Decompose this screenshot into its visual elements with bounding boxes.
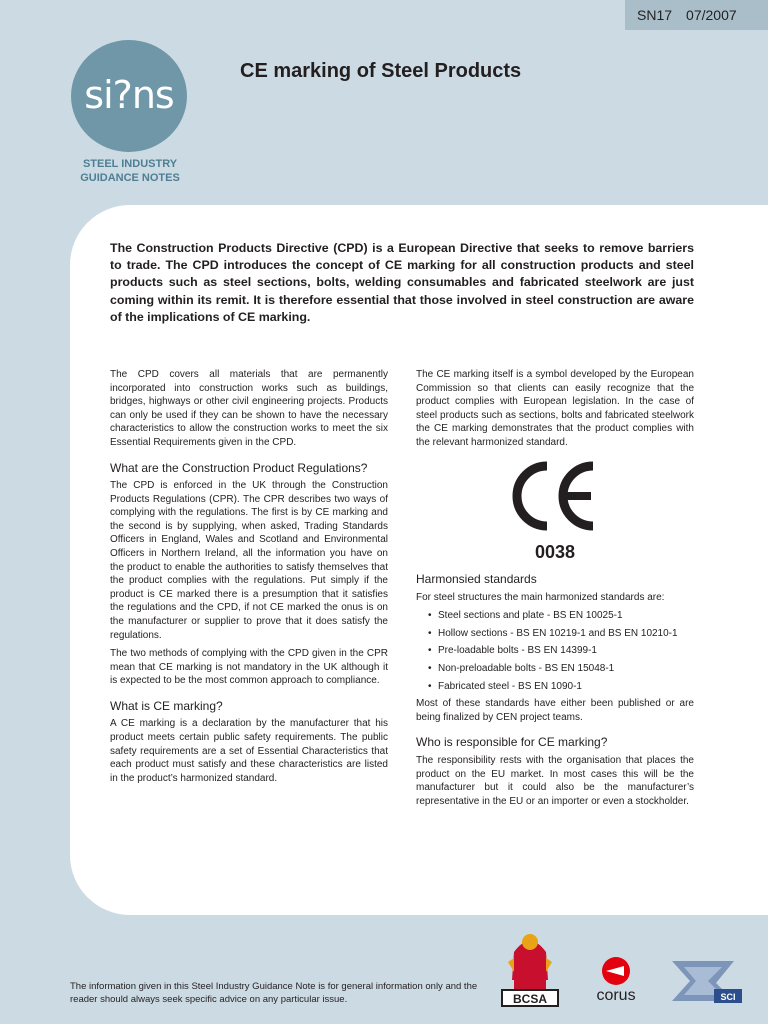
ce-notified-body-number: 0038 [534,541,576,562]
page-title: CE marking of Steel Products [240,60,522,82]
left-column [110,368,388,790]
list-item: • Fabricated steel - BS EN 1090-1 [416,680,694,694]
document-code-tag [625,0,768,30]
bcsa-logo [500,922,560,1008]
subtitle-line-1: STEEL INDUSTRY [82,158,178,170]
col1-paragraph-3: The two methods of complying with the CPD given in the CPR mean that CE marking is not mandatory in the UK although it is expected to be the most common approach to compliance. [110,648,388,687]
col1-paragraph-1: The CPD covers all materials that are permanently incorporated into construction works such as buildings, bridges, highways or other civil engineering projects. Products can only be used if they can be shown to have the necessary characteristics to allow the construction works to meet the six Essential Requirements given in the CPD. [110,369,388,448]
col1-heading-cpr: What are the Construction Product Regulations? [110,460,368,475]
logo-subtitle [60,157,200,185]
signs-logo [71,40,187,152]
document-date: 07/2007 [686,7,737,23]
col1-paragraph-2: The CPD is enforced in the UK through the Construction Products Regulations (CPR). The CPR describes two ways of complying with the regulations. The first is by CE marking and the second is by supplying, when asked, Trading Standards Officers in England, Wales and Scotland and Environmental Officers in Northern Ireland, all the information you have on the product to enable the authorities to satisfy themselves that the product complies with the regulations. Put simply if the product is CE marked there is a presumption that it satisfies the regulations and the CPD, if not CE marked the onus is on the manufacturer or supplier to prove that it does satisfy the regulations. [110,480,388,641]
list-item: • Hollow sections - BS EN 10219-1 and BS EN 10210-1 [416,627,694,641]
col2-paragraph-2: For steel structures the main harmonized standards are: [416,591,665,603]
bcsa-text: BCSA [512,992,548,1006]
list-item: • Non-preloadable bolts - BS EN 15048-1 [416,662,694,676]
standards-list [416,609,694,693]
corus-logo [580,955,660,1005]
list-item: • Steel sections and plate - BS EN 10025-1 [416,609,694,623]
disclaimer: The information given in this Steel Industry Guidance Note is for general information only and the reader should always seek specific advice on any particular issue. [70,981,478,1005]
intro-paragraph: The Construction Products Directive (CPD) is a European Directive that seeks to remove barriers to trade. The CPD introduces the concept of CE marking for all construction products and steel products such as steel sections, bolts, welding consumables and fabricated steelwork are just coming within its remit. It is therefore essential that those involved in steel construction are aware of the implications of CE marking. [110,241,694,324]
col1-heading-ce-marking: What is CE marking? [110,698,223,713]
sci-text: SCI [720,992,736,1002]
col2-heading-responsibility: Who is responsible for CE marking? [416,735,608,750]
document-code: SN17 [637,7,673,23]
logo-text: si?ns [84,73,174,117]
corus-text: corus [596,987,636,1004]
col2-paragraph-1: The CE marking itself is a symbol developed by the European Commission so that clients can easily recognize that the product complies with European legislation. In the case of steel products such as sections, bolts and fabricated steelwork the CE marking demonstrates that the product complies with the relevant harmonized standard. [416,369,694,448]
subtitle-line-2: GUIDANCE NOTES [80,172,180,184]
col2-paragraph-3: Most of these standards have either been published or are being finalized by CEN project teams. [416,698,694,723]
col1-paragraph-4: A CE marking is a declaration by the manufacturer that his product meets certain public safety requirements. The public safety requirements are a set of Essential Characteristics that each product must satisfy and these characteristics are listed in the product’s harmonized standard. [110,718,388,784]
list-item: • Pre-loadable bolts - BS EN 14399-1 [416,644,694,658]
ce-mark-icon [505,456,605,536]
sci-logo [664,955,744,1005]
col2-heading-standards: Harmonsied standards [416,572,537,587]
right-column [416,368,694,813]
col2-paragraph-4: The responsibility rests with the organisation that places the product on the EU market. In most cases this will be the manufacturer but it could also be the manufacturer’s representative in the EU or an importer or even a stockholder. [416,754,694,807]
ce-mark [416,456,694,546]
